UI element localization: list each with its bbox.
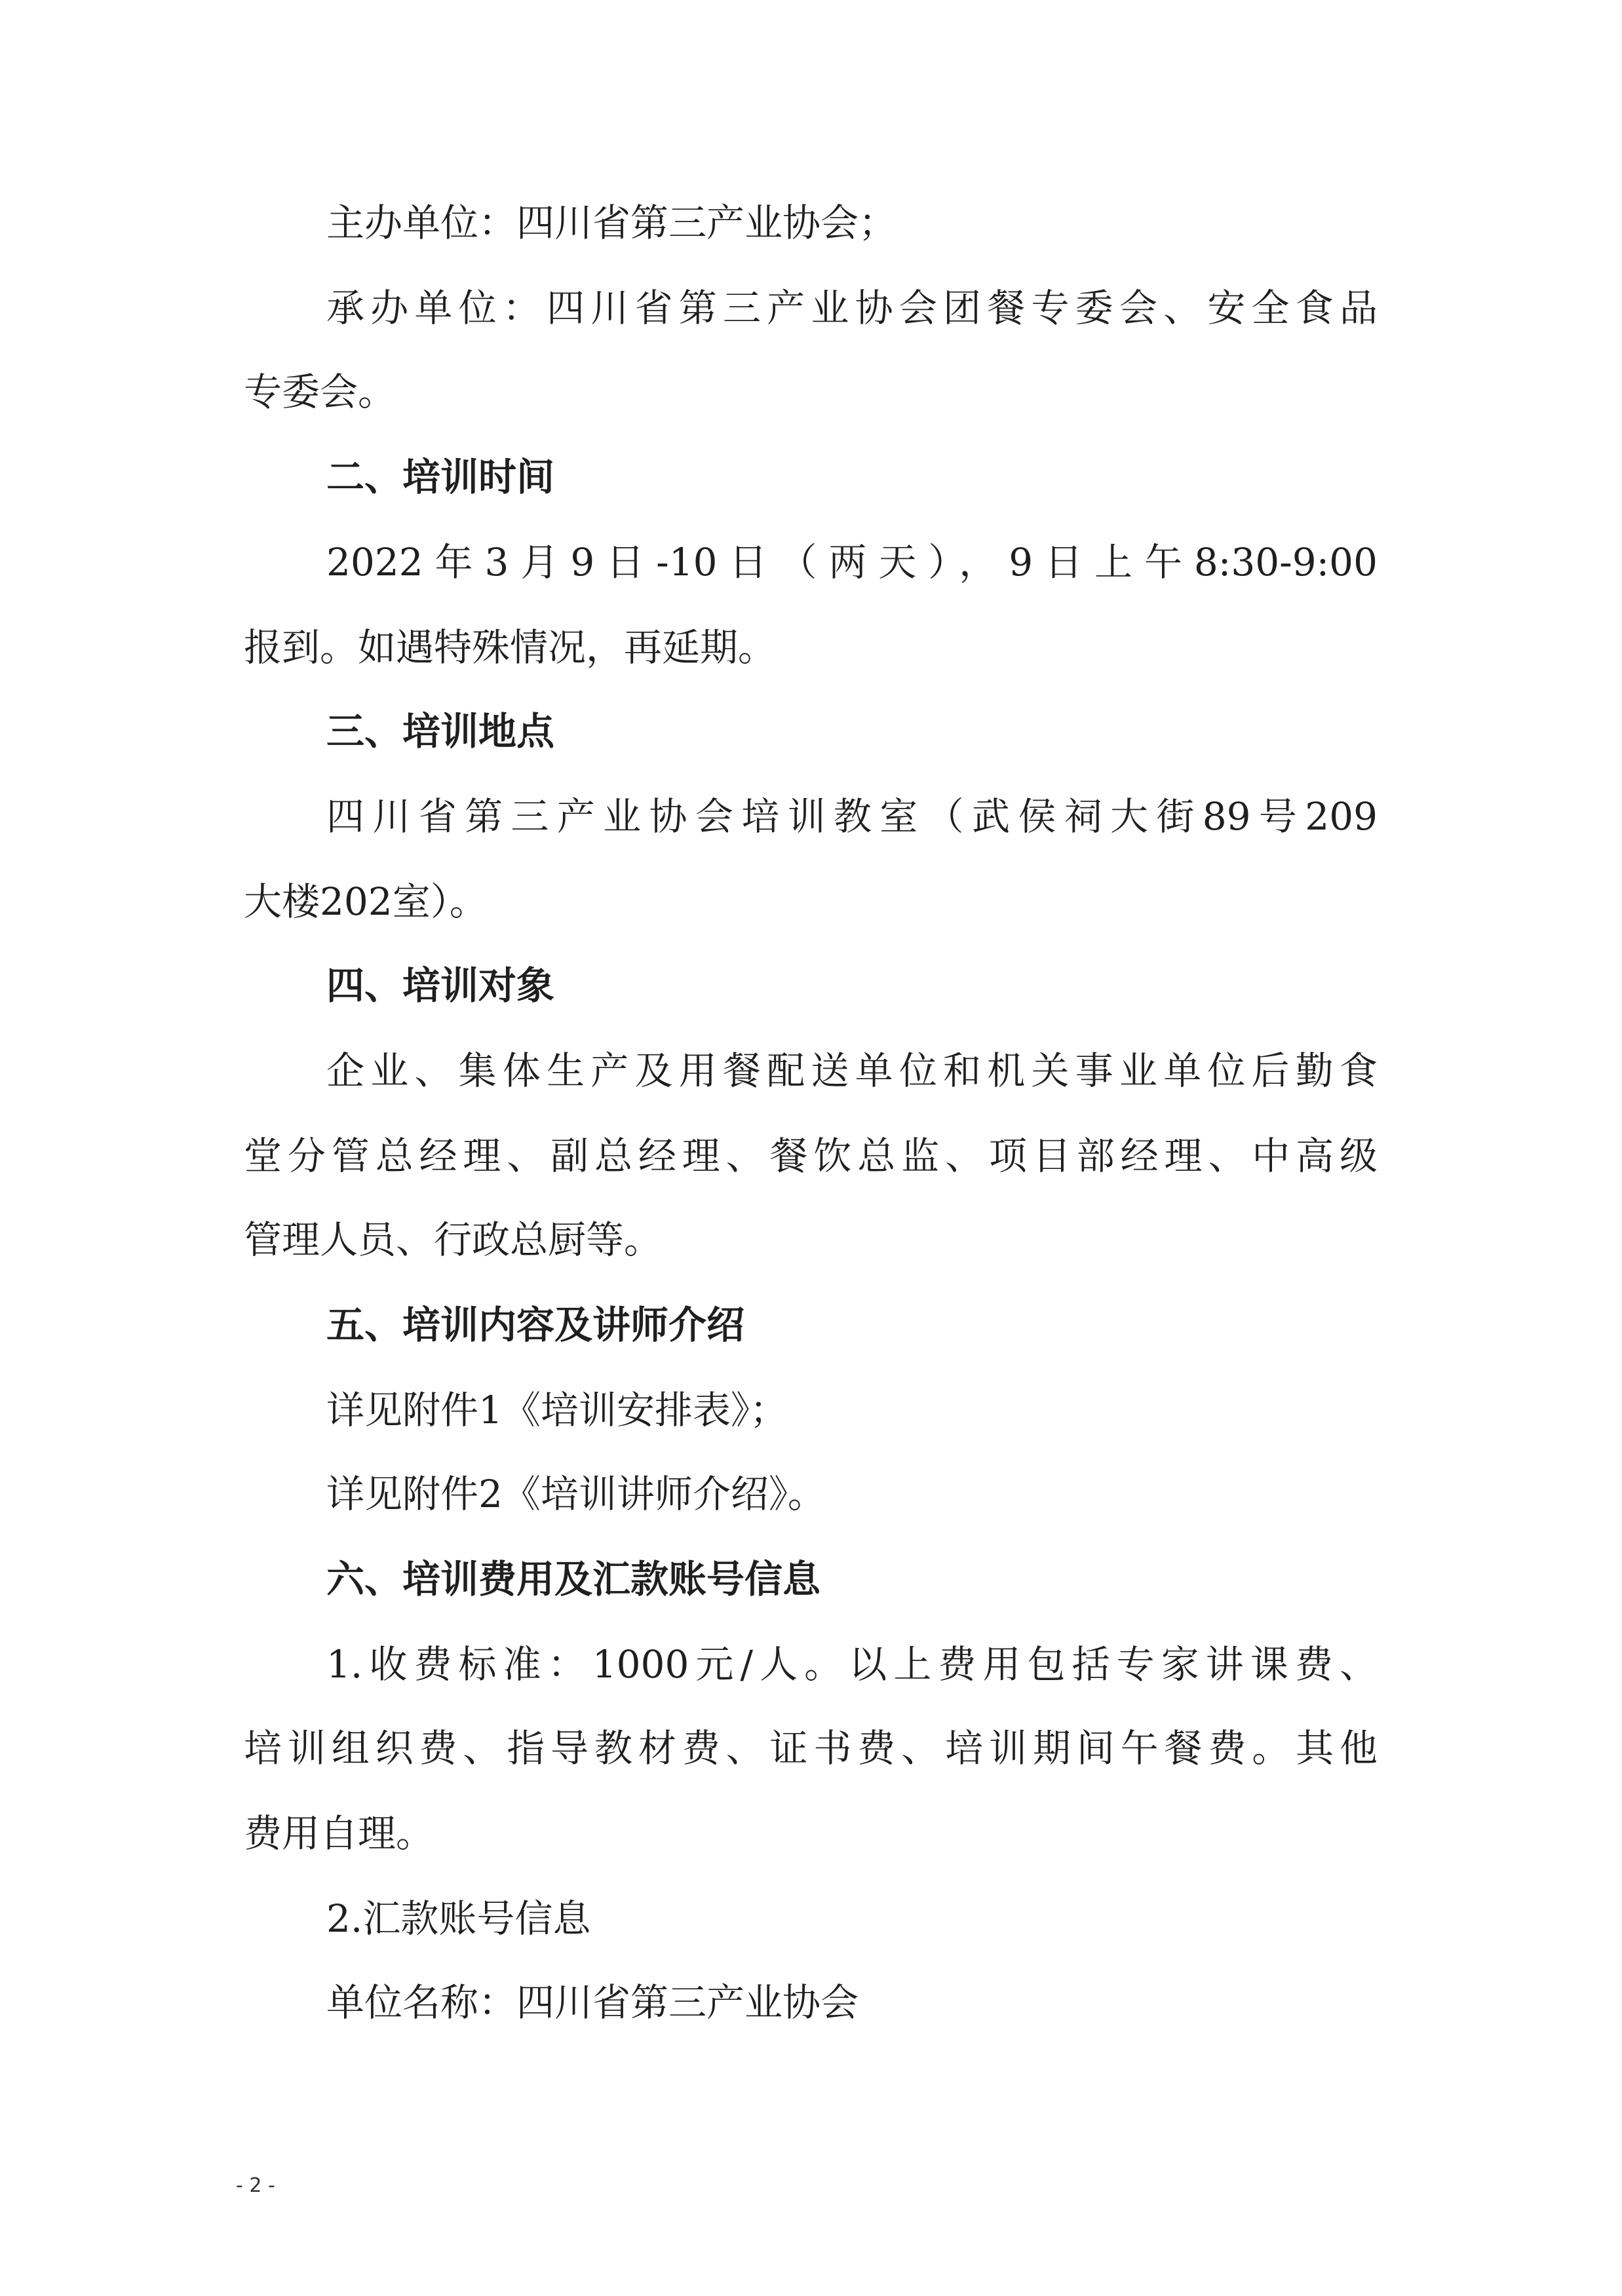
training-content-line-2: 详见附件2《培训讲师介绍》。 — [326, 1472, 826, 1516]
training-target-line-3: 管理人员、行政总厨等。 — [244, 1217, 663, 1262]
training-time-line: 2022年3月9日-10日（两天），9日上午8:30-9:00 — [326, 540, 1378, 584]
section-heading-training-target: 四、培训对象 — [326, 963, 555, 1008]
section-heading-training-time: 二、培训时间 — [326, 455, 555, 499]
fee-standard-line-3: 费用自理。 — [244, 1811, 434, 1856]
training-location-line-continued: 大楼202室）。 — [244, 879, 488, 924]
organizer-line: 主办单位：四川省第三产业协会； — [326, 201, 897, 245]
training-content-line-1: 详见附件1《培训安排表》； — [326, 1388, 788, 1432]
training-target-line-2: 堂分管总经理、副总经理、餐饮总监、项目部经理、中高级 — [244, 1134, 1378, 1178]
fee-standard-line-2: 培训组织费、指导教材费、证书费、培训期间午餐费。其他 — [244, 1726, 1378, 1770]
fee-standard-line: 1.收费标准：1000元/人。以上费用包括专家讲课费、 — [326, 1642, 1378, 1687]
section-heading-training-fee: 六、培训费用及汇款账号信息 — [326, 1557, 821, 1601]
training-target-line: 企业、集体生产及用餐配送单位和机关事业单位后勤食 — [326, 1048, 1378, 1093]
co-organizer-line-continued: 专委会。 — [244, 370, 396, 414]
training-time-line-continued: 报到。如遇特殊情况，再延期。 — [244, 625, 777, 670]
page-number: - 2 - — [236, 2174, 275, 2197]
section-heading-training-location: 三、培训地点 — [326, 709, 555, 754]
section-heading-training-content: 五、培训内容及讲师介绍 — [326, 1303, 745, 1347]
co-organizer-line: 承办单位：四川省第三产业协会团餐专委会、安全食品 — [326, 286, 1378, 330]
account-name-line: 单位名称：四川省第三产业协会 — [326, 1980, 859, 2025]
account-info-heading: 2.汇款账号信息 — [326, 1896, 591, 1941]
training-location-line: 四川省第三产业协会培训教室（武侯祠大街89号209 — [326, 794, 1378, 839]
